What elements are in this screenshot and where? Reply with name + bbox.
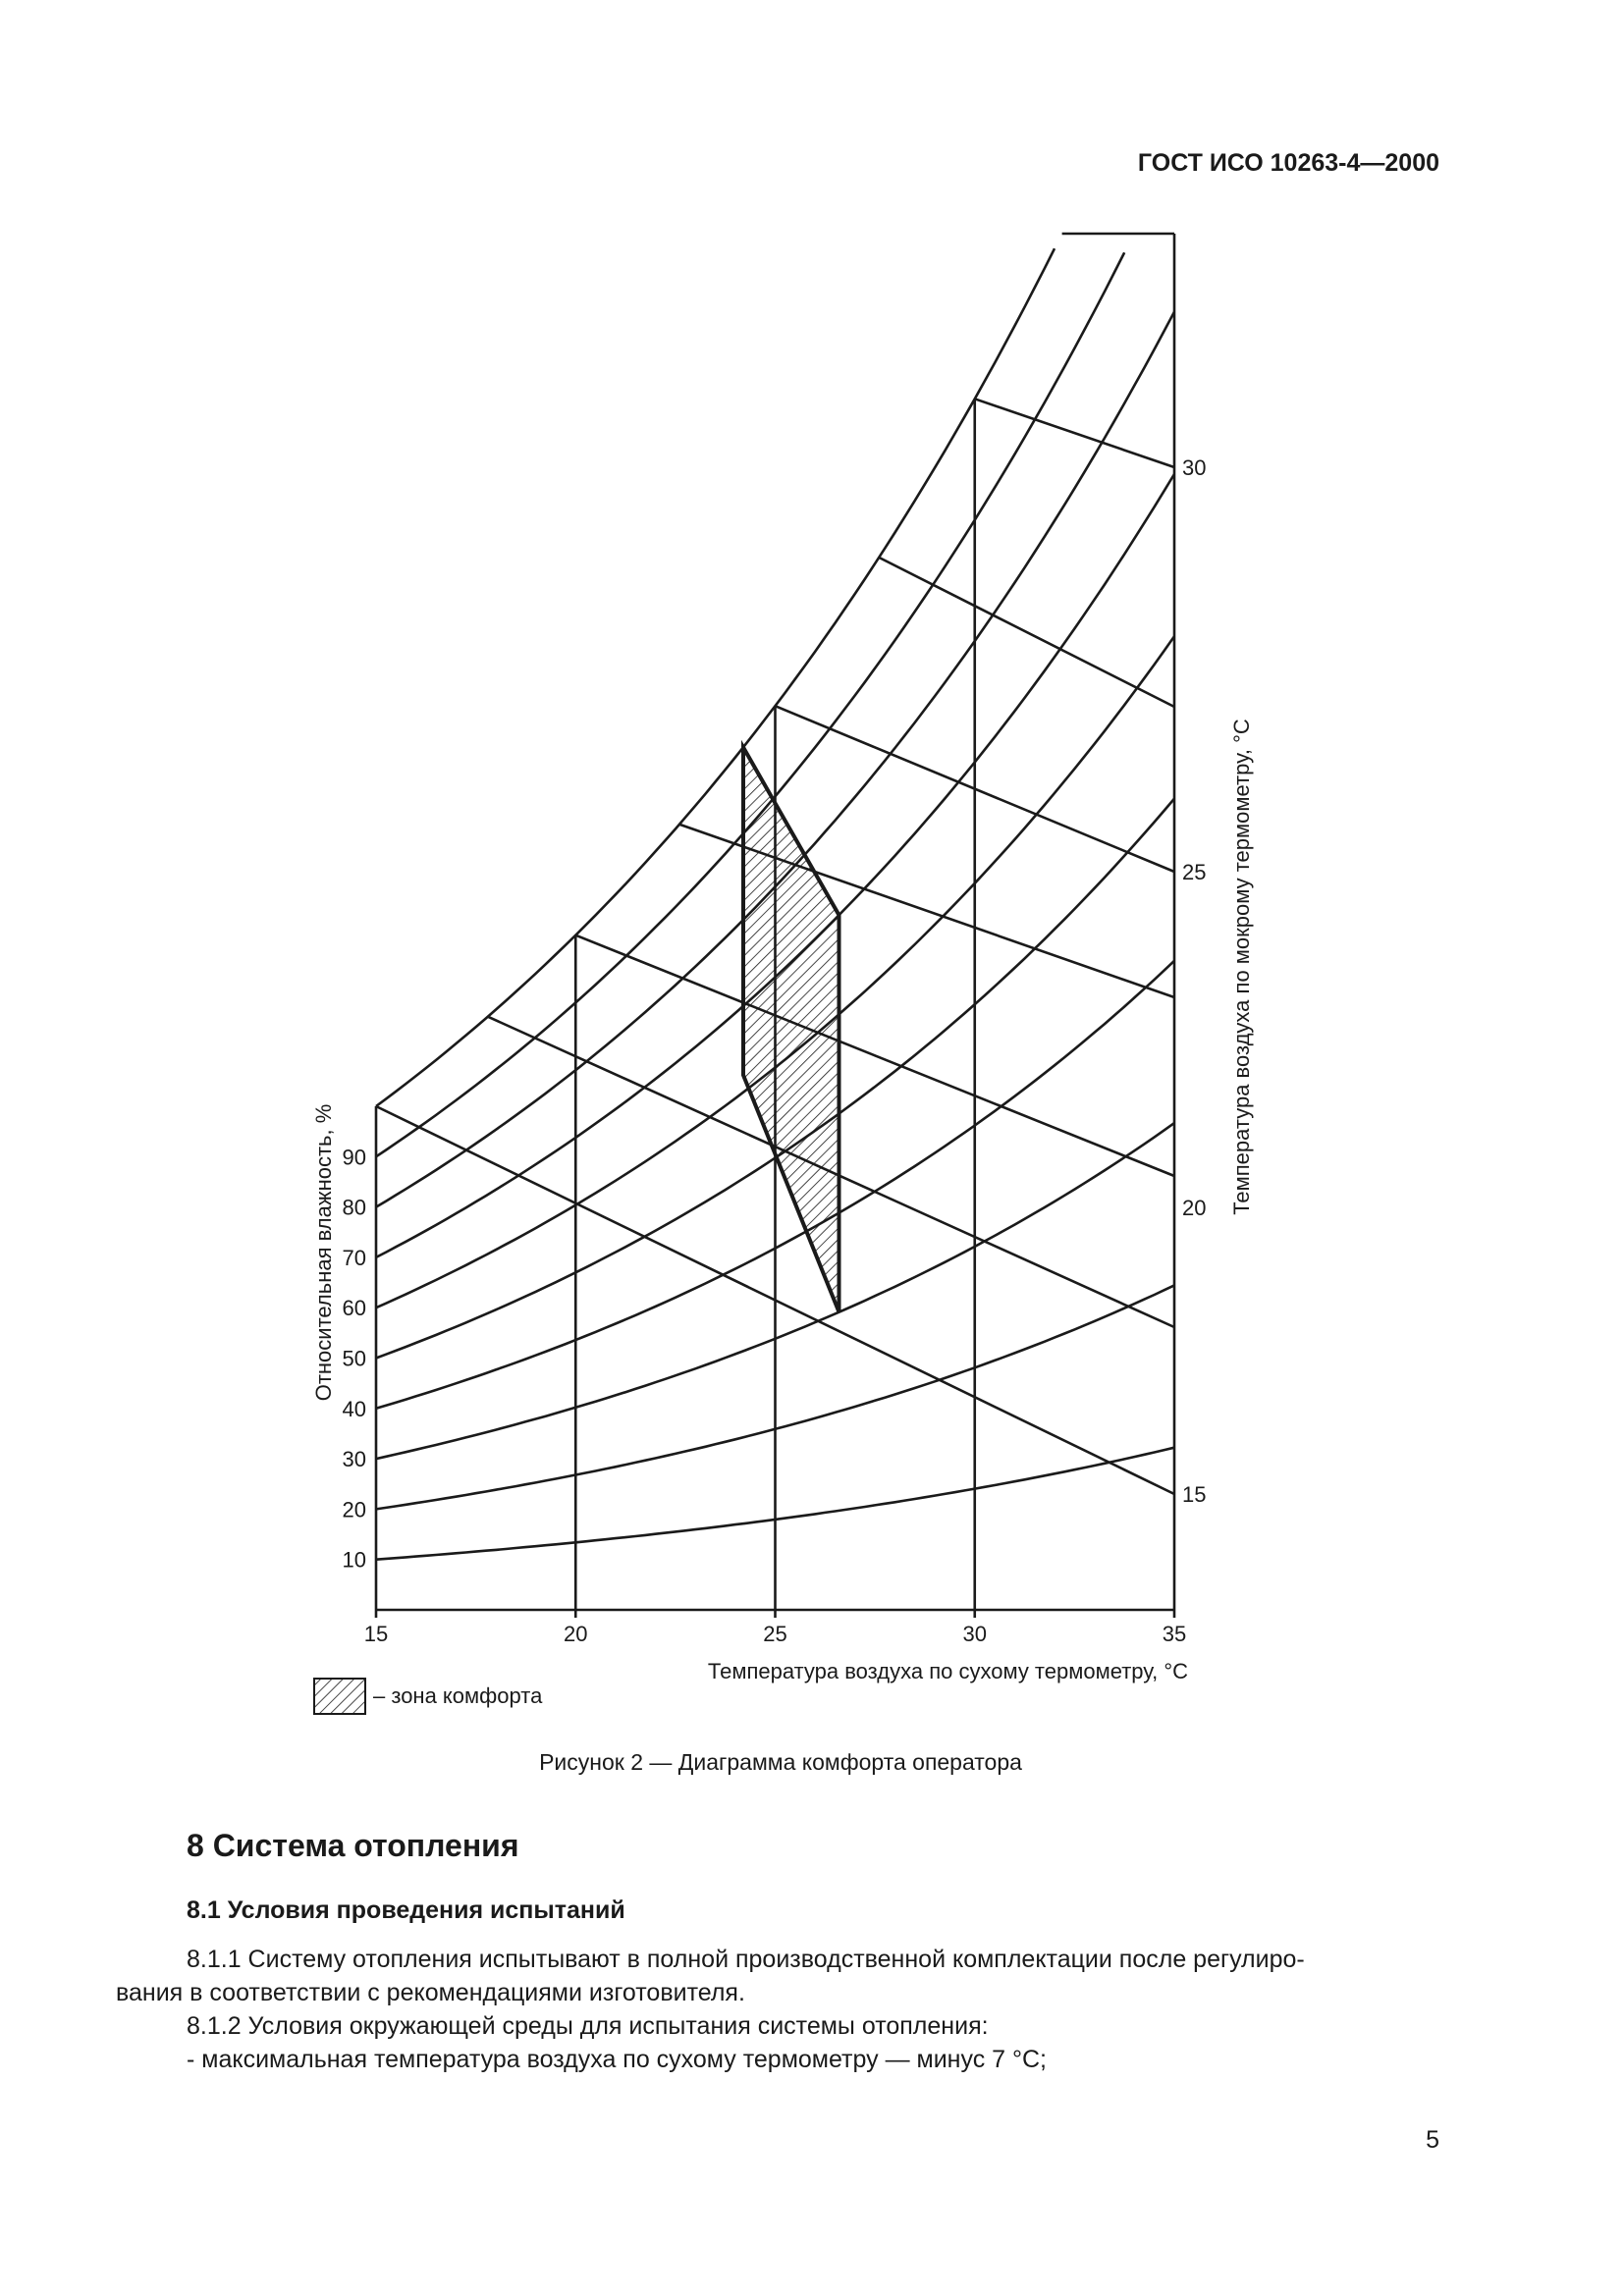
rh-tick-label: 70 — [342, 1245, 366, 1270]
paragraph-line: вания в соответствии с рекомендациями изготовителя. — [116, 1979, 745, 2006]
legend-label: – зона комфорта — [373, 1683, 543, 1708]
legend-swatch — [314, 1679, 365, 1714]
rh-tick-label: 10 — [342, 1547, 366, 1573]
rh-tick-label: 30 — [342, 1447, 366, 1472]
x-axis-label: Температура воздуха по сухому термометру, °C — [707, 1659, 1188, 1683]
chart-legend — [314, 1679, 543, 1714]
wet-bulb-tick-label: 15 — [1182, 1482, 1207, 1507]
wet-bulb-line — [575, 935, 1174, 1176]
x-tick-label: 35 — [1162, 1622, 1187, 1646]
rh-tick-label: 60 — [342, 1296, 366, 1321]
right-axis-label: Температура воздуха по мокрому термометру, °C — [1229, 719, 1254, 1215]
paragraph-line: 8.1.1 Систему отопления испытывают в полной производственной комплектации после регулиро- — [187, 1946, 1305, 1973]
rh-tick-label: 50 — [342, 1346, 366, 1371]
rh-tick-label: 20 — [342, 1497, 366, 1522]
page-number: 5 — [1426, 2126, 1439, 2154]
section-heading: 8 Система отопления — [187, 1828, 519, 1863]
subsection-heading: 8.1 Условия проведения испытаний — [187, 1896, 625, 1924]
paragraph-line: 8.1.2 Условия окружающей среды для испытания системы отопления: — [187, 2012, 989, 2040]
left-axis-label: Относительная влажность, % — [311, 1103, 336, 1402]
wet-bulb-tick-label: 25 — [1182, 860, 1207, 884]
wet-bulb-tick-label: 30 — [1182, 455, 1207, 480]
rh-tick-label: 90 — [342, 1145, 366, 1170]
rh-tick-label: 40 — [342, 1396, 366, 1421]
document-code: ГОСТ ИСО 10263-4—2000 — [1137, 149, 1439, 177]
wet-bulb-tick-label: 20 — [1182, 1196, 1207, 1220]
x-tick-label: 25 — [763, 1622, 787, 1646]
saturation-curve — [376, 248, 1055, 1106]
x-tick-label: 30 — [962, 1622, 987, 1646]
wet-bulb-line — [975, 399, 1174, 467]
wet-bulb-line — [879, 558, 1174, 707]
bullet-item: - максимальная температура воздуха по сухому термометру — минус 7 °C; — [187, 2046, 1047, 2073]
x-tick-label: 20 — [564, 1622, 588, 1646]
x-tick-label: 15 — [363, 1622, 389, 1646]
rh-tick-label: 80 — [342, 1195, 366, 1220]
figure-caption: Рисунок 2 — Диаграмма комфорта оператора — [539, 1749, 1022, 1775]
